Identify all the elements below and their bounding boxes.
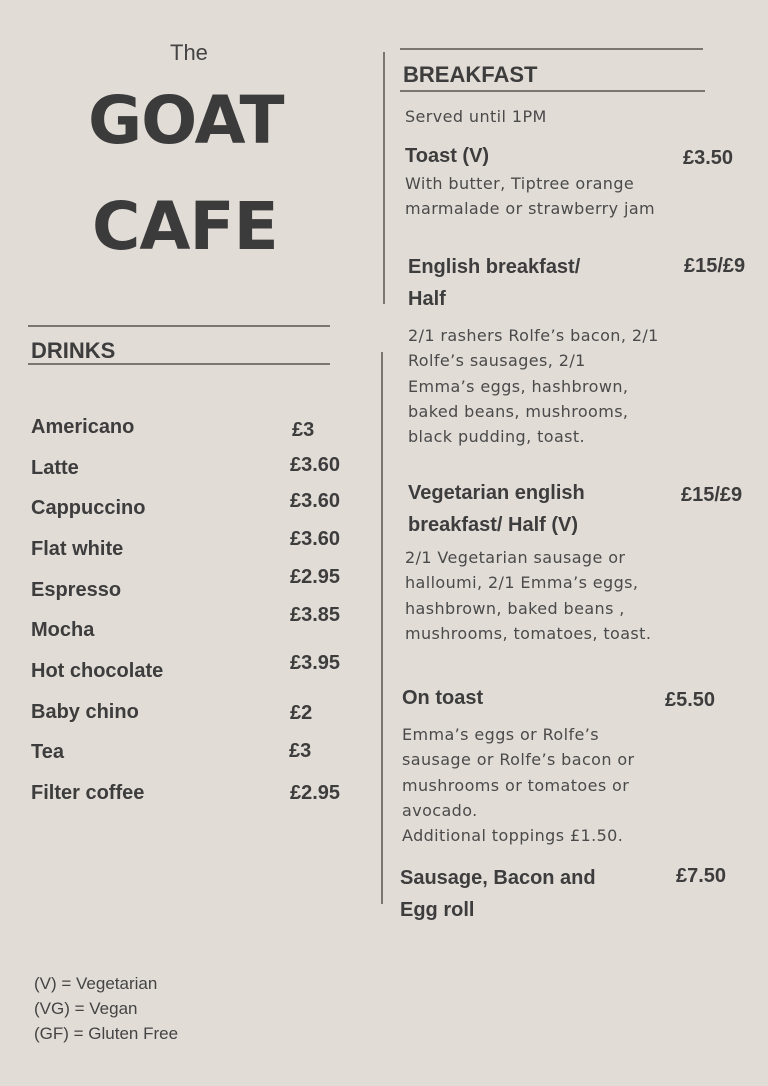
- menu-item-price: £3.50: [683, 147, 734, 169]
- legend-vegetarian: (V) = Vegetarian: [34, 974, 158, 993]
- drink-price: £3.95: [290, 652, 341, 674]
- cafe-name-line2: CAFE: [92, 188, 278, 265]
- breakfast-top-divider: [400, 48, 703, 50]
- drink-name: Espresso: [31, 579, 122, 601]
- drink-name: Flat white: [31, 538, 124, 560]
- menu-item-description: 2/1 Vegetarian sausage or halloumi, 2/1 Emma’s eggs, hashbrown, baked beans , mushrooms, tomatoes, toast.: [405, 548, 652, 643]
- menu-item-price: £15/£9: [684, 255, 746, 277]
- cafe-name-line1: GOAT: [88, 82, 284, 159]
- menu-item-title: Vegetarian english breakfast/ Half (V): [408, 482, 585, 536]
- menu-item-title: English breakfast/ Half: [408, 256, 581, 310]
- legend-vegan: (VG) = Vegan: [34, 999, 138, 1018]
- drinks-bottom-divider: [28, 363, 330, 365]
- drinks-top-divider: [28, 325, 330, 327]
- drink-name: Cappuccino: [31, 497, 146, 519]
- menu-item-description: With butter, Tiptree orange marmalade or strawberry jam: [405, 174, 656, 219]
- breakfast-subtitle: Served until 1PM: [405, 107, 547, 126]
- drink-name: Tea: [31, 741, 64, 763]
- drink-name: Latte: [31, 457, 79, 479]
- drink-price: £2.95: [290, 782, 341, 804]
- dietary-legend: [34, 971, 178, 1046]
- drink-name: Baby chino: [31, 701, 139, 723]
- menu-item-price: £5.50: [665, 689, 716, 711]
- breakfast-title: BREAKFAST: [403, 62, 538, 87]
- breakfast-bottom-divider: [400, 90, 705, 92]
- menu-item-title: On toast: [402, 687, 484, 709]
- header-the: The: [170, 40, 208, 65]
- legend-gluten-free: (GF) = Gluten Free: [34, 1024, 179, 1043]
- drink-price: £3.85: [290, 604, 341, 626]
- drink-price: £3.60: [290, 454, 341, 476]
- drink-name: Filter coffee: [31, 782, 145, 804]
- drink-price: £3: [289, 740, 312, 762]
- menu-item-description: Emma’s eggs or Rolfe’s sausage or Rolfe’s bacon or mushrooms or tomatoes or avocado. Additional toppings £1.50.: [402, 725, 635, 846]
- drink-price: £2.95: [290, 566, 341, 588]
- menu-item-price: £15/£9: [681, 484, 743, 506]
- vertical-divider-bottom: [381, 352, 383, 904]
- menu-item-title: Toast (V): [405, 145, 490, 167]
- drink-price: £3.60: [290, 490, 341, 512]
- drink-name: Mocha: [31, 619, 95, 641]
- menu-item-price: £7.50: [676, 865, 727, 887]
- drink-price: £3.60: [290, 528, 341, 550]
- menu-item-title: Sausage, Bacon and Egg roll: [400, 867, 596, 921]
- drink-name: Americano: [31, 416, 135, 438]
- drink-price: £3: [292, 419, 315, 441]
- drink-name: Hot chocolate: [31, 660, 164, 682]
- vertical-divider-top: [383, 52, 385, 304]
- menu-item-description: 2/1 rashers Rolfe’s bacon, 2/1 Rolfe’s sausages, 2/1 Emma’s eggs, hashbrown, baked beans, mushrooms, black pudding, toast.: [408, 326, 659, 447]
- drink-price: £2: [290, 702, 313, 724]
- drinks-title: DRINKS: [31, 338, 116, 363]
